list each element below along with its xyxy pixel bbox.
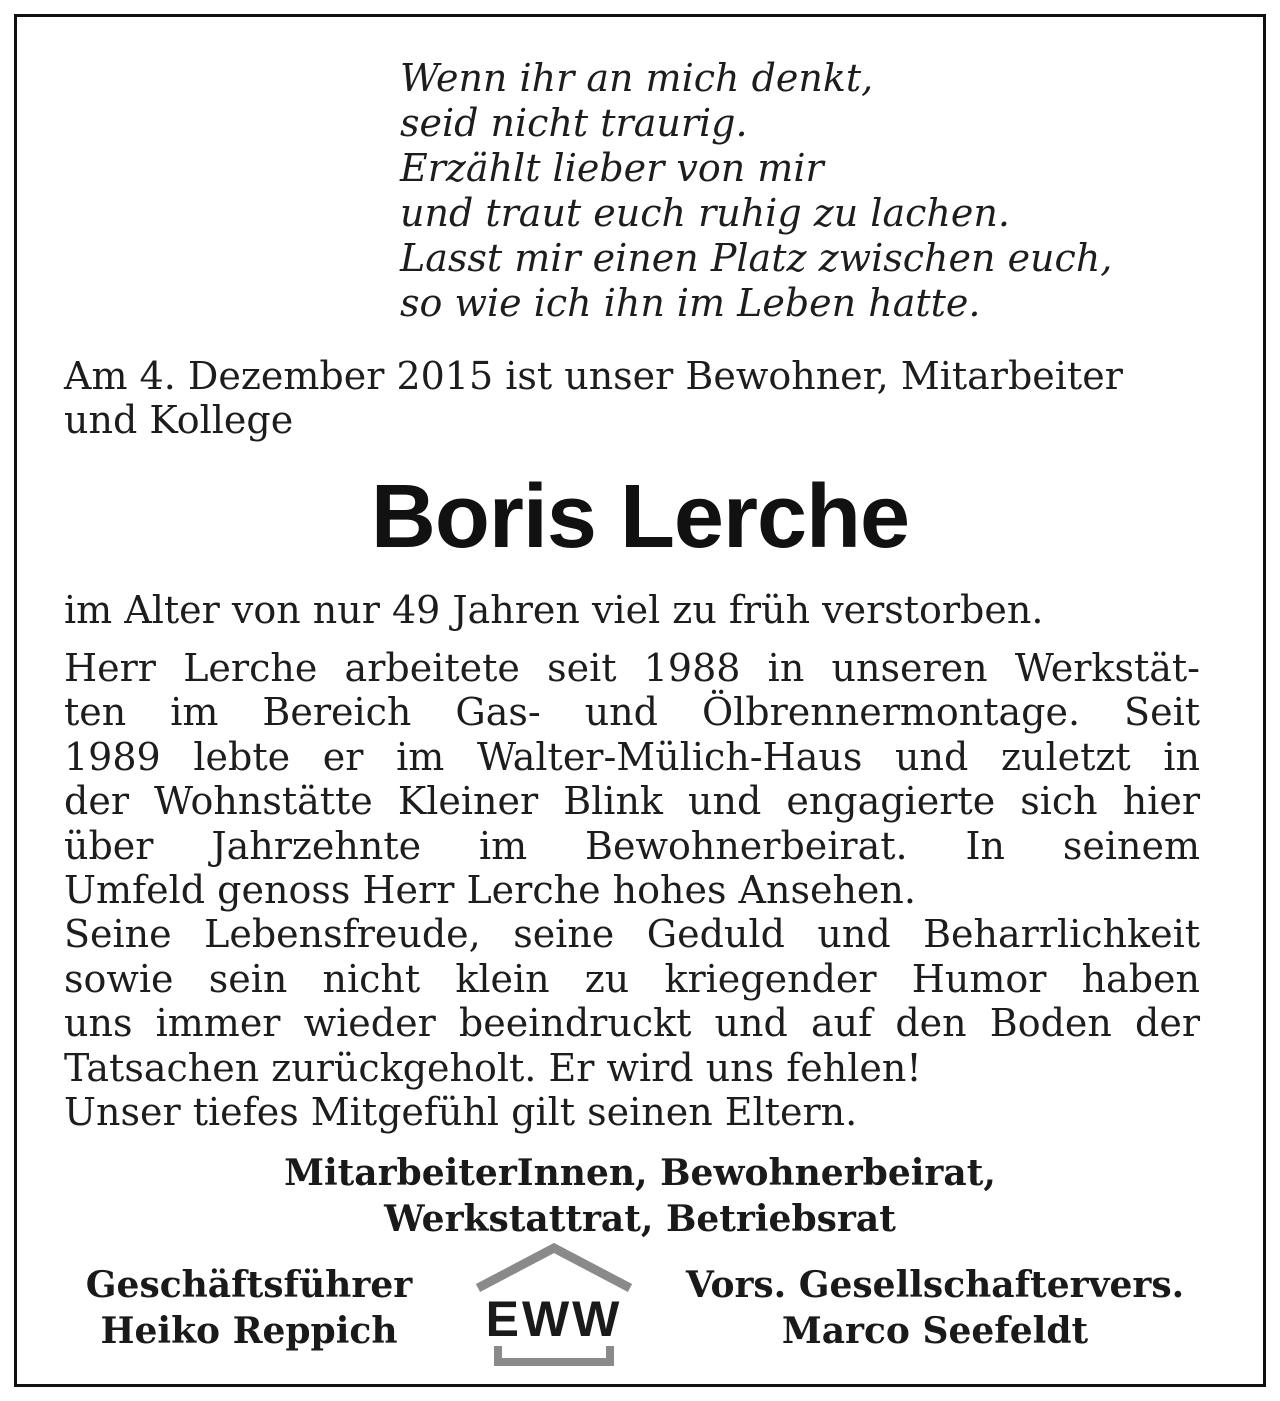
poem-line: so wie ich ihn im Leben hatte. xyxy=(400,281,981,325)
poem-line: Wenn ihr an mich denkt, xyxy=(400,56,874,100)
signature-name: Heiko Reppich xyxy=(100,1310,398,1352)
logo-roof xyxy=(478,1248,630,1288)
body-line: Herr Lerche arbeitete seit 1988 in unseren Werkstät- xyxy=(64,646,1200,690)
body-line: Tatsachen zurückgeholt. Er wird uns fehlen! xyxy=(64,1045,922,1090)
poem xyxy=(400,56,1220,326)
intro-text xyxy=(64,354,1200,442)
senders xyxy=(0,1150,1280,1242)
body-line: Unser tiefes Mitgefühl gilt seinen Eltern. xyxy=(64,1090,858,1135)
signature-title: Geschäftsführer xyxy=(85,1264,413,1306)
body-line: uns immer wieder beeindruckt und auf den Boden der xyxy=(64,1001,1200,1046)
body-line: 1989 lebte er im Walter-Mülich-Haus und zuletzt in xyxy=(64,734,1200,779)
signature-title: Vors. Gesellschaftervers. xyxy=(685,1264,1185,1306)
deceased-name: Boris Lerche xyxy=(370,467,910,567)
body-line: sowie sein nicht klein zu kriegender Humor haben xyxy=(64,956,1200,1001)
poem-line: seid nicht traurig. xyxy=(400,101,748,145)
logo-base xyxy=(498,1346,610,1362)
senders-line: Werkstattrat, Betriebsrat xyxy=(384,1198,896,1240)
body-line: über Jahrzehnte im Bewohnerbeirat. In seinem xyxy=(64,823,1200,868)
body-line: der Wohnstätte Kleiner Blink und engagierte sich hier xyxy=(64,779,1200,824)
signature-left xyxy=(64,1262,434,1354)
body-text xyxy=(64,646,1200,1134)
eww-house-logo-icon xyxy=(468,1240,640,1368)
body-line: ten im Bereich Gas- und Ölbrennermontage. Seit xyxy=(64,690,1200,735)
body-line: Umfeld genoss Herr Lerche hohes Ansehen. xyxy=(64,868,916,913)
intro-line: und Kollege xyxy=(64,398,294,442)
body-line: Seine Lebensfreude, seine Geduld und Beharrlichkeit xyxy=(64,912,1200,957)
signature-name: Marco Seefeldt xyxy=(781,1310,1089,1352)
poem-line: Erzählt lieber von mir xyxy=(400,146,824,190)
intro-line: Am 4. Dezember 2015 ist unser Bewohner, Mitarbeiter xyxy=(64,354,1123,398)
logo-text: EWW xyxy=(485,1291,623,1347)
age-line: im Alter von nur 49 Jahren viel zu früh verstorben. xyxy=(64,588,1044,632)
senders-line: MitarbeiterInnen, Bewohnerbeirat, xyxy=(284,1152,996,1194)
poem-line: Lasst mir einen Platz zwischen euch, xyxy=(400,236,1113,280)
signature-right xyxy=(660,1262,1210,1354)
poem-line: und traut euch ruhig zu lachen. xyxy=(400,191,1010,235)
